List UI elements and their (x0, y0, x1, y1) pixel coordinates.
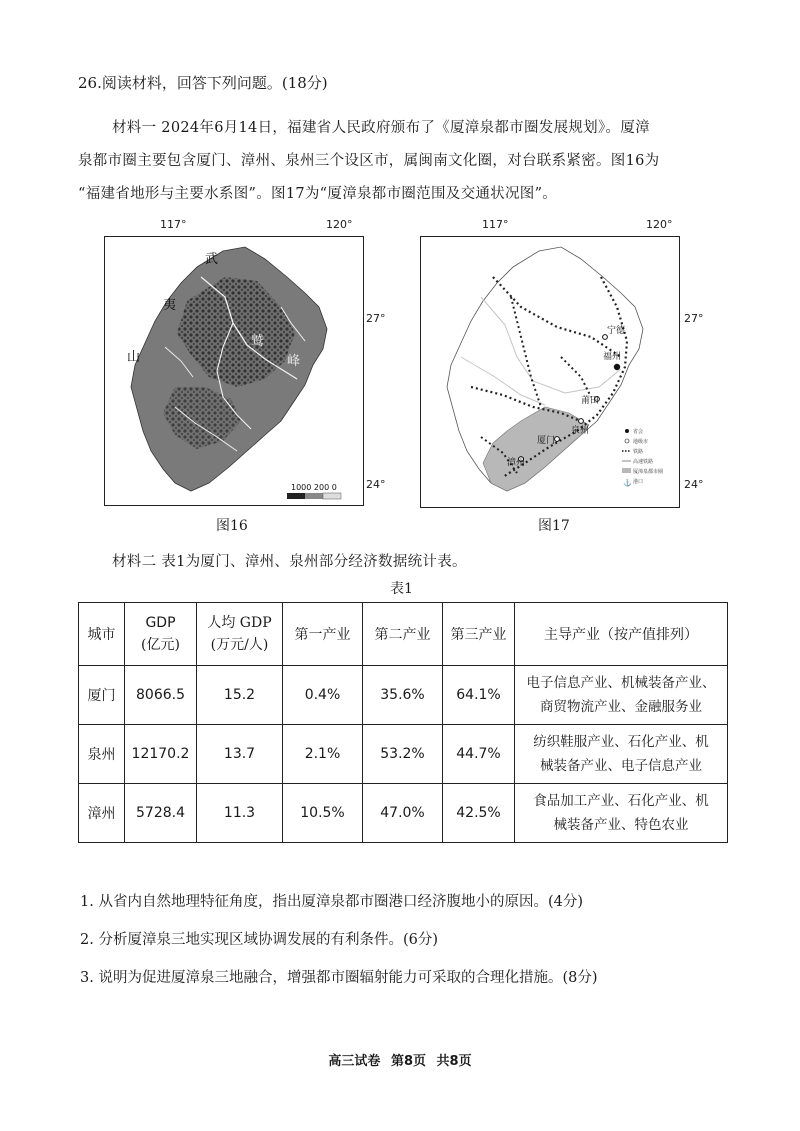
fig16-lon-120: 120° (326, 218, 353, 231)
cell-secondary: 53.2% (363, 725, 443, 784)
cell-primary: 2.1% (283, 725, 363, 784)
anchor-icon: ⚓ (623, 479, 632, 487)
fig16-lat-27: 27° (366, 312, 386, 325)
table-row (79, 725, 728, 784)
header-city: 城市 (79, 603, 125, 666)
header-secondary: 第二产业 (363, 603, 443, 666)
fig17-lat-27: 27° (684, 312, 704, 325)
economic-data-table (78, 602, 728, 843)
fig16-lon-117: 117° (160, 218, 187, 231)
subquestion-3: 3. 说明为促进厦漳泉三地融合，增强都市圈辐射能力可采取的合理化措施。(8分) (80, 970, 598, 986)
header-leading-industry: 主导产业（按产值排列） (515, 603, 728, 666)
legend-railway: 铁路 (633, 449, 644, 455)
city-putian: 莆田 (581, 396, 600, 406)
header-gdp: GDP (亿元) (125, 603, 197, 666)
cell-gdp: 12170.2 (125, 725, 197, 784)
cell-gdp: 5728.4 (125, 784, 197, 843)
cell-secondary: 35.6% (363, 666, 443, 725)
fig16-lat-24: 24° (366, 478, 386, 491)
header-tertiary: 第三产业 (443, 603, 515, 666)
figure16-caption: 图16 (216, 518, 248, 534)
table-row (79, 666, 728, 725)
table-row (79, 784, 728, 843)
cell-tertiary: 42.5% (443, 784, 515, 843)
city-fuzhou: 福州 (603, 352, 622, 362)
terrain-scale-values: 1000 200 0 (291, 483, 337, 492)
material2-text: 材料二 表1为厦门、漳州、泉州部分经济数据统计表。 (112, 554, 467, 570)
city-quanzhou: 泉州 (571, 426, 590, 436)
legend-capital: 省会 (633, 429, 644, 435)
material1-line2: 泉都市圈主要包含厦门、漳州、泉州三个设区市，属闽南文化圈，对台联系紧密。图16为 (78, 153, 660, 169)
legend-metro-area: 厦漳泉都市圈 (633, 469, 664, 475)
header-primary: 第一产业 (283, 603, 363, 666)
cell-per-capita: 13.7 (197, 725, 283, 784)
cell-secondary: 47.0% (363, 784, 443, 843)
cell-primary: 0.4% (283, 666, 363, 725)
figure17-map (420, 236, 680, 508)
cell-city: 泉州 (79, 725, 125, 784)
cell-industry: 纺织鞋服产业、石化产业、机 械装备产业、电子信息产业 (515, 725, 728, 784)
figure17-caption: 图17 (538, 518, 570, 534)
cell-city: 漳州 (79, 784, 125, 843)
cell-gdp: 8066.5 (125, 666, 197, 725)
city-xiamen: 厦门 (537, 436, 556, 446)
table-header-row (79, 603, 728, 666)
cell-tertiary: 44.7% (443, 725, 515, 784)
mountain-char-yi: 夷 (163, 298, 177, 313)
fig17-lon-117: 117° (482, 218, 509, 231)
ridge-char-2: 峰 (287, 354, 301, 369)
legend-port: 港口 (633, 479, 644, 485)
header-per-capita-gdp: 人均 GDP (万元/人) (197, 603, 283, 666)
subquestion-2: 2. 分析厦漳泉三地实现区域协调发展的有利条件。(6分) (80, 932, 438, 948)
material1-line1: 材料一 2024年6月14日，福建省人民政府颁布了《厦漳泉都市圈发展规划》。厦漳 (112, 120, 650, 136)
cell-industry: 电子信息产业、机械装备产业、 商贸物流产业、金融服务业 (515, 666, 728, 725)
cell-per-capita: 15.2 (197, 666, 283, 725)
transport-map (421, 237, 679, 507)
cell-tertiary: 64.1% (443, 666, 515, 725)
cell-per-capita: 11.3 (197, 784, 283, 843)
figure16-map (104, 236, 364, 506)
cell-industry: 食品加工产业、石化产业、机 械装备产业、特色农业 (515, 784, 728, 843)
legend-highspeed: 高速铁路 (633, 459, 654, 465)
city-zhangzhou: 漳州 (507, 458, 526, 468)
mountain-char-wu: 武 (205, 252, 219, 267)
cell-primary: 10.5% (283, 784, 363, 843)
question-title: 26.阅读材料，回答下列问题。(18分) (78, 74, 328, 92)
fujian-terrain-map (105, 237, 363, 505)
mountain-char-shan: 山 (127, 350, 141, 365)
ridge-char-1: 鹫 (251, 334, 265, 349)
legend-city: 地级市 (633, 439, 649, 445)
cell-city: 厦门 (79, 666, 125, 725)
city-ningde: 宁德 (607, 326, 626, 336)
table-title: 表1 (390, 581, 413, 597)
fig17-lat-24: 24° (684, 478, 704, 491)
subquestion-1: 1. 从省内自然地理特征角度，指出厦漳泉都市圈港口经济腹地小的原因。(4分) (80, 894, 583, 910)
fig17-lon-120: 120° (646, 218, 673, 231)
page-footer: 高三试卷 第8页 共8页 (328, 1054, 472, 1069)
material1-line3: “福建省地形与主要水系图”。图17为“厦漳泉都市圈范围及交通状况图”。 (78, 186, 558, 202)
